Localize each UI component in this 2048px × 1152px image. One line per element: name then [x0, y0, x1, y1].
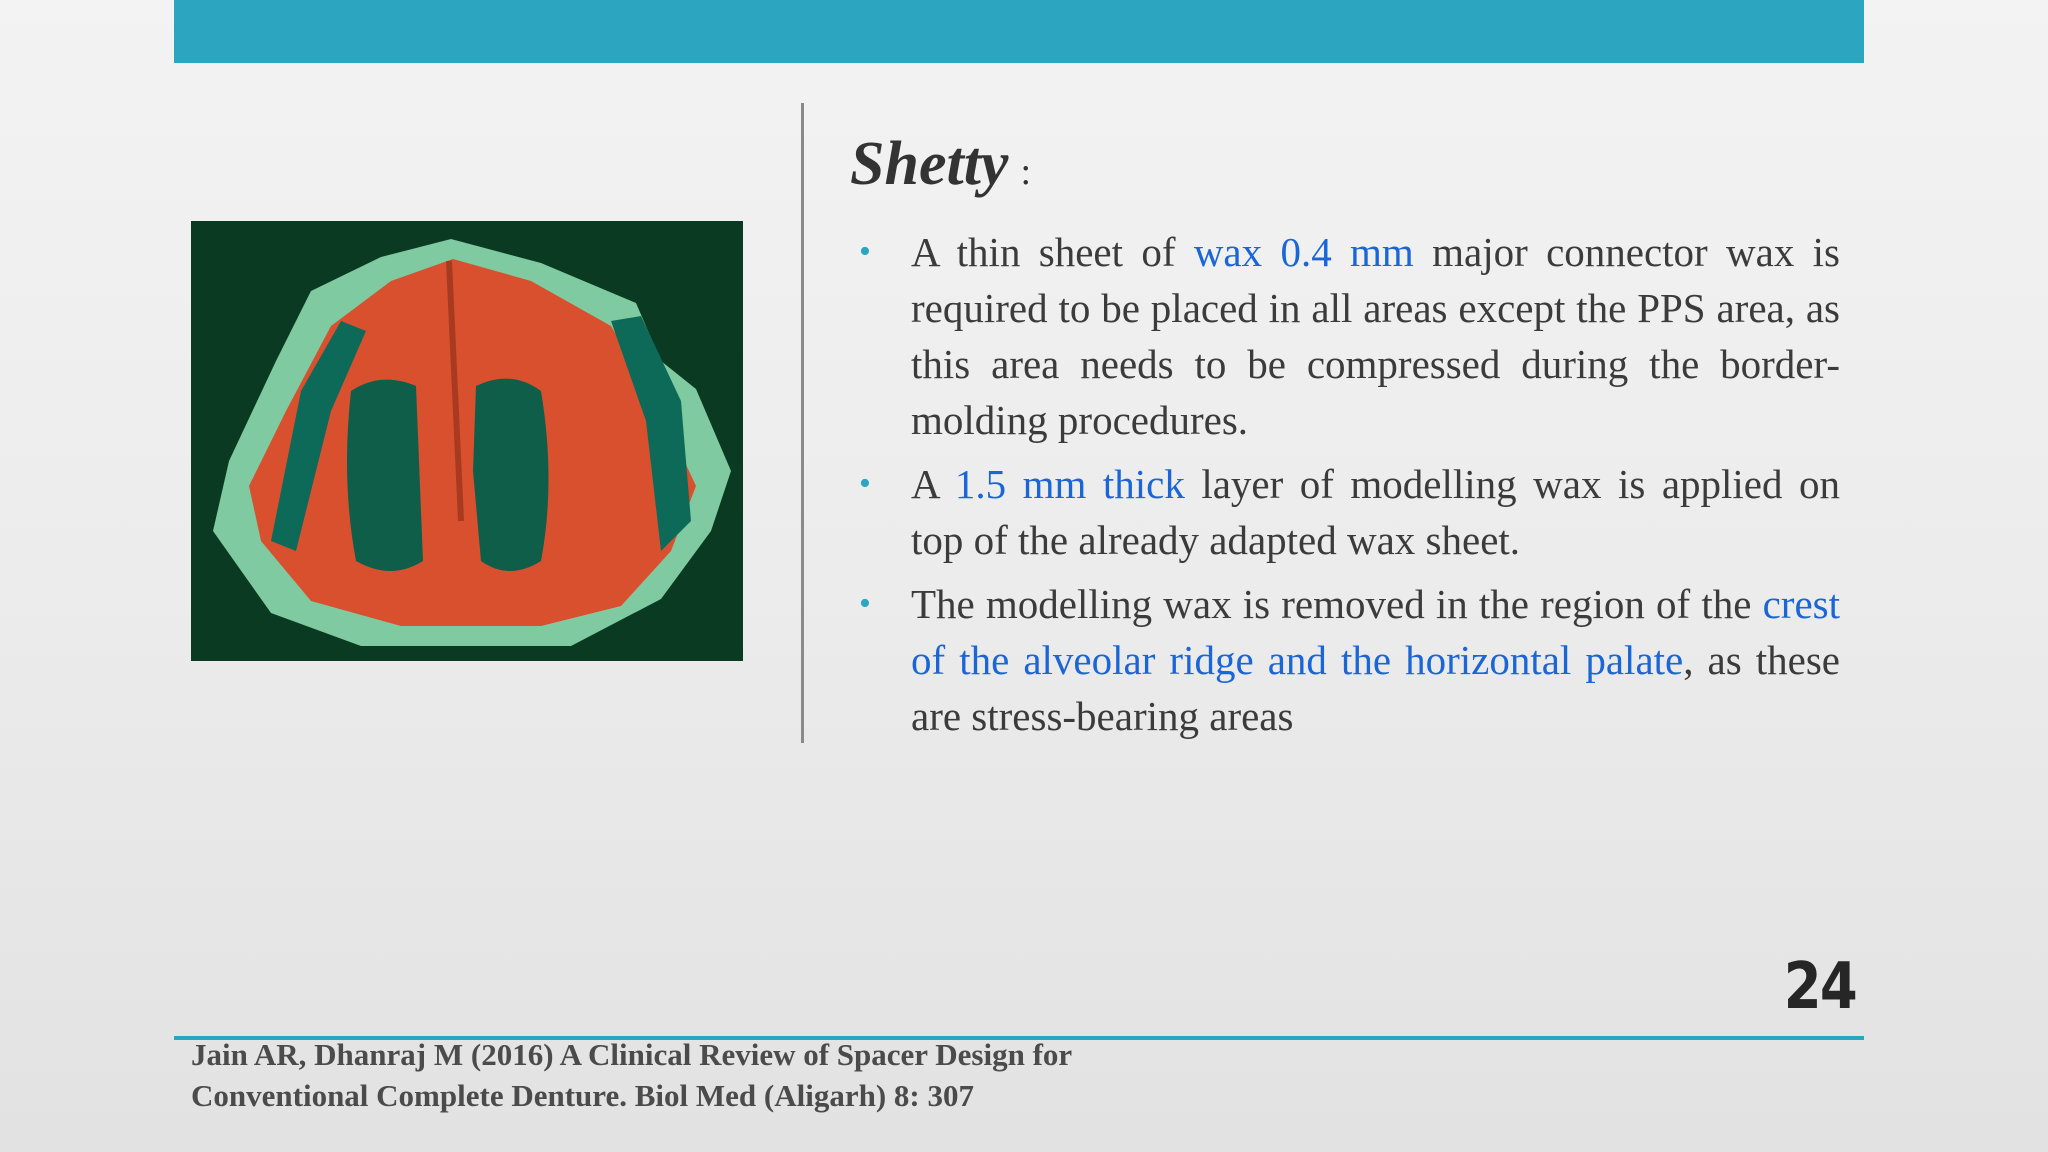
bullet-dot-icon: • [859, 465, 871, 502]
heading-author: Shetty [850, 130, 1009, 198]
citation-line-2: Conventional Complete Denture. Biol Med (Aligarh) 8: 307 [191, 1078, 974, 1113]
page-number: 24 [1783, 950, 1856, 1024]
bullet-list [850, 224, 1840, 744]
highlight-text: 1.5 mm thick [954, 461, 1185, 507]
bullet-text: A [911, 461, 955, 507]
highlight-text: wax 0.4 mm [1193, 229, 1414, 275]
content-area [850, 126, 1840, 752]
vertical-divider [801, 103, 804, 743]
denture-cast-photo [191, 221, 743, 661]
citation-line-1: Jain AR, Dhanraj M (2016) A Clinical Review of Spacer Design for [191, 1037, 1073, 1072]
bullet-dot-icon: • [859, 233, 871, 270]
bullet-item [850, 576, 1840, 744]
bullet-dot-icon: • [859, 585, 871, 622]
right-palate-window [473, 379, 549, 571]
left-palate-window [347, 380, 423, 571]
bullet-item [850, 456, 1840, 568]
bullet-text: layer of modelling wax is applied on top of the already adapted wax sheet. [911, 461, 1840, 563]
slide-heading [850, 126, 1840, 218]
citation [191, 1034, 1291, 1116]
highlight-text: crest of the alveolar ridge and the horizontal palate [911, 581, 1840, 683]
bullet-text: A thin sheet of [911, 229, 1194, 275]
top-accent-bar [174, 0, 1864, 63]
bullet-text: The modelling wax is removed in the region of the [911, 581, 1763, 627]
bullet-item [850, 224, 1840, 448]
bullet-text: , as these are stress-bearing areas [911, 637, 1840, 739]
denture-cast-illustration [191, 221, 743, 661]
heading-colon: : [1020, 151, 1032, 193]
bullet-text: major connector wax is required to be placed in all areas except the PPS area, as this area needs to be compressed during the border-molding procedures. [911, 229, 1840, 443]
